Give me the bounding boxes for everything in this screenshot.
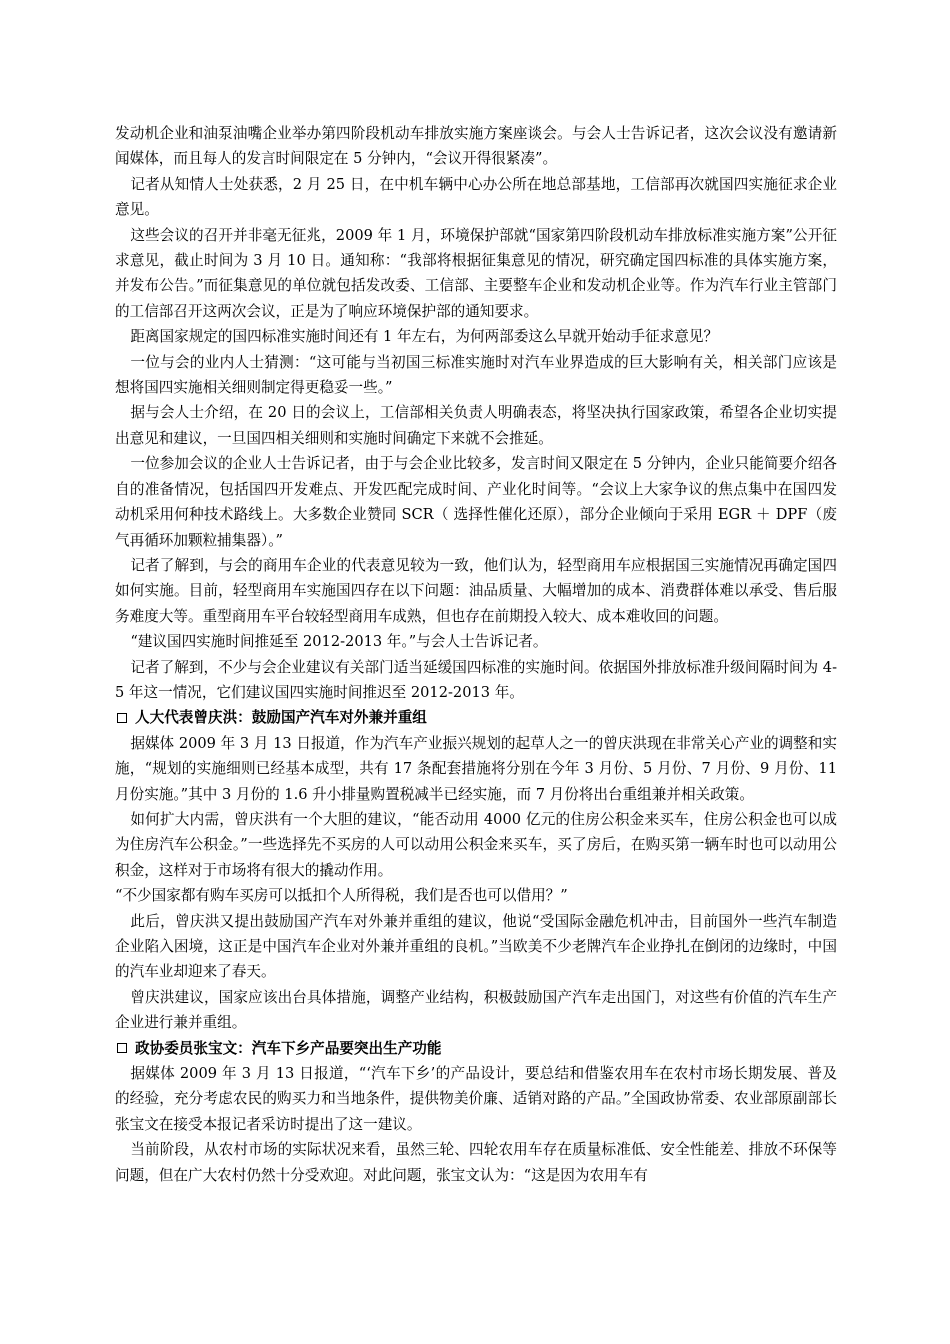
paragraph: 发动机企业和油泵油嘴企业举办第四阶段机动车排放实施方案座谈会。与会人士告诉记者，这次会议没有邀请新闻媒体，而且每人的发言时间限定在 5 分钟内，“会议开得很紧凑”。 [115,125,837,168]
paragraph: 记者了解到，不少与会企业建议有关部门适当延缓国四标准的实施时间。依据国外排放标准升级间隔时间为 4-5 年这一情况，它们建议国四实施时间推迟至 2012-2013 年。 [115,658,837,701]
section-heading [115,705,837,730]
paragraph: 当前阶段，从农村市场的实际状况来看，虽然三轮、四轮农用车存在质量标准低、安全性能差、排放不环保等问题，但在广大农村仍然十分受欢迎。对此问题，张宝文认为：“这是因为农用车有 [115,1141,837,1184]
checkbox-bullet-icon [117,1043,127,1053]
paragraph: 曾庆洪建议，国家应该出台具体措施，调整产业结构，积极鼓励国产汽车走出国门，对这些有价值的汽车生产企业进行兼并重组。 [115,988,837,1032]
paragraph: 记者从知情人士处获悉，2 月 25 日，在中机车辆中心办公所在地总部基地，工信部再次就国四实施征求企业意见。 [115,175,837,219]
paragraph: 记者了解到，与会的商用车企业的代表意见较为一致，他们认为，轻型商用车应根据国三实施情况再确定国四如何实施。目前，轻型商用车实施国四存在以下问题：油品质量、大幅增加的成本、消费群体难以承受、售后服务难度大等。重型商用车平台较轻型商用车成熟，但也存在前期投入较大、成本难收回的问题。 [115,556,837,625]
paragraph: 如何扩大内需，曾庆洪有一个大胆的建议，“能否动用 4000 亿元的住房公积金来买车，住房公积金也可以成为住房汽车公积金。”一些选择先不买房的人可以动用公积金来买车，买了房后，在购买第一辆车时也可以动用公积金，这样对于市场将有很大的撬动作用。 [115,810,837,879]
paragraph: 此后，曾庆洪又提出鼓励国产汽车对外兼并重组的建议，他说“受国际金融危机冲击，目前国外一些汽车制造企业陷入困境，这正是中国汽车企业对外兼并重组的良机。”当欧美不少老牌汽车企业挣扎在倒闭的边缘时，中国的汽车业却迎来了春天。 [115,912,837,981]
paragraph: “建议国四实施时间推延至 2012-2013 年。”与会人士告诉记者。 [130,633,548,651]
paragraph: “不少国家都有购车买房可以抵扣个人所得税，我们是否也可以借用？” [115,887,568,905]
paragraph: 距离国家规定的国四标准实施时间还有 1 年左右，为何两部委这么早就开始动手征求意见？ [130,328,719,346]
section-heading-text: 政协委员张宝文：汽车下乡产品要突出生产功能 [135,1039,442,1057]
paragraph: 据与会人士介绍，在 20 日的会议上，工信部相关负责人明确表态，将坚决执行国家政策，希望各企业切实提出意见和建议，一旦国四相关细则和实施时间确定下来就不会推延。 [115,404,837,447]
section-heading-text: 人大代表曾庆洪：鼓励国产汽车对外兼并重组 [135,709,427,727]
section-heading [115,1036,837,1061]
paragraph: 据媒体 2009 年 3 月 13 日报道，作为汽车产业振兴规划的起草人之一的曾庆洪现在非常关心产业的调整和实施，“规划的实施细则已经基本成型，共有 17 条配套措施将分别在今年 3 月份、5 月份、7 月份、9 月份、11 月份实施。”其中 3 月份的 1.6 升小排量购置税减半已经实施，而 7 月份将出台重组兼并相关政策。 [115,734,837,803]
paragraph: 据媒体 2009 年 3 月 13 日报道，“‘汽车下乡’的产品设计，要总结和借鉴农用车在农村市场长期发展、普及的经验，充分考虑农民的购买力和当地条件，提供物美价廉、适销对路的产品。”全国政协常委、农业部原副部长张宝文在接受本报记者采访时提出了这一建议。 [115,1065,837,1133]
document-page [115,121,837,1188]
paragraph: 这些会议的召开并非毫无征兆，2009 年 1 月，环境保护部就“国家第四阶段机动车排放标准实施方案”公开征求意见，截止时间为 3 月 10 日。通知称：“我部将根据征集意见的情况，研究确定国四标准的具体实施方案，并发布公告。”而征集意见的单位就包括发改委、工信部、主要整车企业和发动机企业等。作为汽车行业主管部门的工信部召开这两次会议，正是为了响应环境保护部的通知要求。 [115,226,837,320]
paragraph: 一位与会的业内人士猜测：“这可能与当初国三标准实施时对汽车业界造成的巨大影响有关，相关部门应该是想将国四实施相关细则制定得更稳妥一些。” [115,353,837,397]
checkbox-bullet-icon [117,713,127,723]
paragraph: 一位参加会议的企业人士告诉记者，由于与会企业比较多，发言时间又限定在 5 分钟内，企业只能简要介绍各自的准备情况，包括国四开发难点、开发匹配完成时间、产业化时间等。“会议上大家争议的焦点集中在国四发动机采用何种技术路线上。大多数企业赞同 SCR（ 选择性催化还原），部分企业倾向于采用 EGR ＋ DPF（废气再循环加颗粒捕集器）。” [115,455,837,549]
